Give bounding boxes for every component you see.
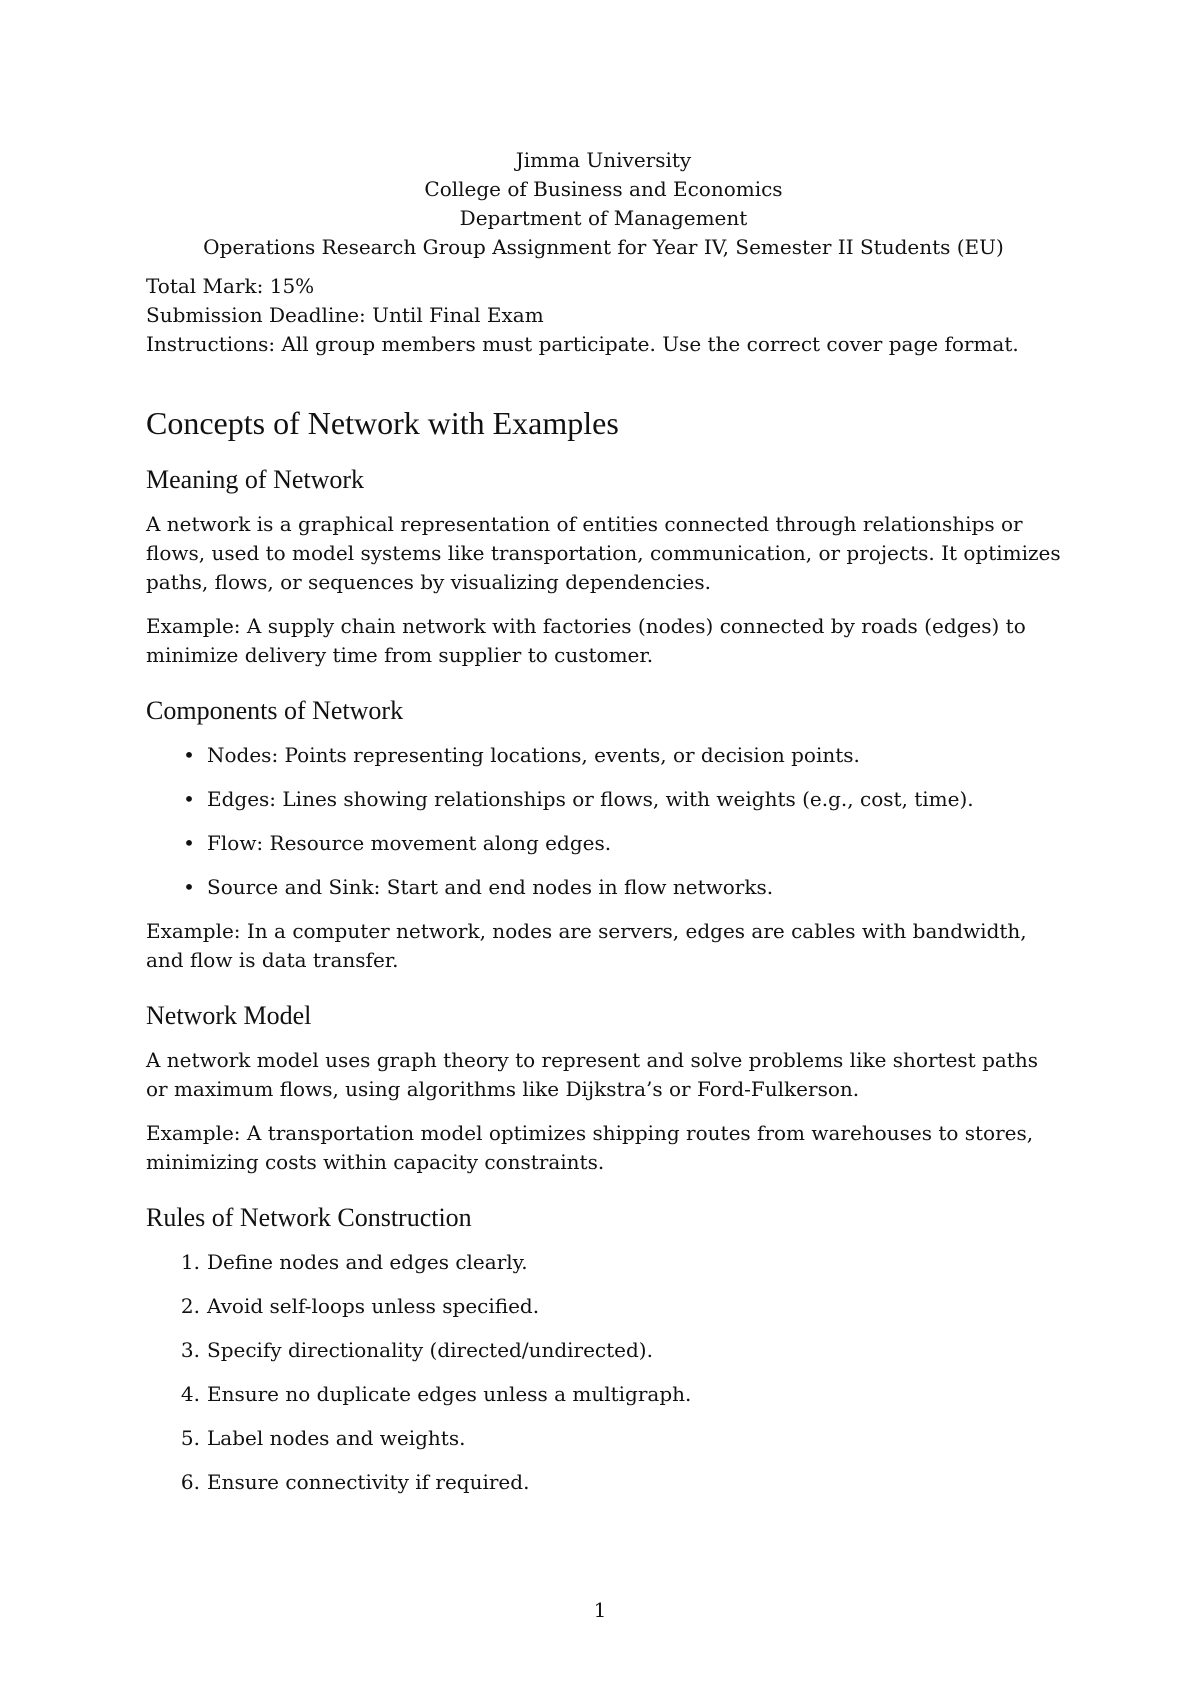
- bullet-mark: •: [183, 743, 195, 767]
- list-item-text: Avoid self-loops unless specified.: [207, 1294, 540, 1318]
- total-mark: Total Mark: 15%: [146, 274, 315, 298]
- submission-deadline: Submission Deadline: Until Final Exam: [146, 303, 544, 327]
- section-heading: Rules of Network Construction: [146, 1203, 472, 1232]
- list-item-text: Ensure no duplicate edges unless a multigraph.: [207, 1382, 692, 1406]
- list-number: 6.: [180, 1470, 200, 1494]
- section-rules: [146, 1201, 1061, 1497]
- document-page: [146, 146, 1061, 1521]
- list-number: 4.: [180, 1382, 200, 1406]
- list-item: [146, 873, 1061, 902]
- assignment-title: Operations Research Group Assignment for Year IV, Semester II Students (EU): [203, 235, 1004, 259]
- list-item-text: Nodes: Points representing locations, events, or decision points.: [207, 743, 860, 767]
- section-paragraph: A network model uses graph theory to represent and solve problems like shortest paths or maximum flows, using algorithms like Dijkstra’s or Ford-Fulkerson.: [146, 1048, 1038, 1101]
- section-example: Example: A transportation model optimizes shipping routes from warehouses to stores, minimizing costs within capacity constraints.: [146, 1121, 1034, 1174]
- section-network-model: [146, 999, 1061, 1177]
- bullet-mark: •: [183, 831, 195, 855]
- section-heading: Components of Network: [146, 696, 404, 725]
- bullet-mark: •: [183, 787, 195, 811]
- page-number: 1: [593, 1598, 607, 1622]
- section-components: [146, 694, 1061, 975]
- section-heading: Meaning of Network: [146, 465, 365, 494]
- list-item-text: Flow: Resource movement along edges.: [207, 831, 612, 855]
- main-title: Concepts of Network with Examples: [146, 405, 619, 441]
- list-item-text: Define nodes and edges clearly.: [207, 1250, 528, 1274]
- college-name: College of Business and Economics: [424, 177, 783, 201]
- list-item: [146, 829, 1061, 858]
- section-meaning: [146, 463, 1061, 670]
- list-item-text: Specify directionality (directed/undirected).: [207, 1338, 653, 1362]
- instructions: Instructions: All group members must participate. Use the correct cover page format.: [146, 332, 1019, 356]
- bullet-mark: •: [183, 875, 195, 899]
- list-item-text: Label nodes and weights.: [207, 1426, 466, 1450]
- list-item: [146, 1292, 1061, 1321]
- list-number: 2.: [180, 1294, 200, 1318]
- department-name: Department of Management: [459, 206, 748, 230]
- university-name: Jimma University: [515, 148, 692, 172]
- section-example: Example: In a computer network, nodes are servers, edges are cables with bandwidth, and flow is data transfer.: [146, 919, 1027, 972]
- list-item: [146, 1468, 1061, 1497]
- list-item-text: Ensure connectivity if required.: [207, 1470, 530, 1494]
- list-number: 3.: [180, 1338, 200, 1362]
- document-header: [146, 146, 1061, 262]
- list-item: [146, 1336, 1061, 1365]
- assignment-meta: [146, 272, 1061, 359]
- section-paragraph: A network is a graphical representation of entities connected through relationships or flows, used to model systems like transportation, communication, or projects. It optimizes paths, flows, or sequences by visualizing dependencies.: [146, 512, 1061, 594]
- section-heading: Network Model: [146, 1001, 312, 1030]
- list-item: [146, 1380, 1061, 1409]
- list-number: 1.: [180, 1250, 200, 1274]
- list-number: 5.: [180, 1426, 200, 1450]
- rules-list: [146, 1248, 1061, 1497]
- list-item: [146, 741, 1061, 770]
- list-item-text: Source and Sink: Start and end nodes in flow networks.: [207, 875, 774, 899]
- components-list: [146, 741, 1061, 902]
- section-example: Example: A supply chain network with factories (nodes) connected by roads (edges) to minimize delivery time from supplier to customer.: [146, 614, 1026, 667]
- list-item: [146, 1424, 1061, 1453]
- list-item: [146, 1248, 1061, 1277]
- list-item-text: Edges: Lines showing relationships or flows, with weights (e.g., cost, time).: [207, 787, 974, 811]
- list-item: [146, 785, 1061, 814]
